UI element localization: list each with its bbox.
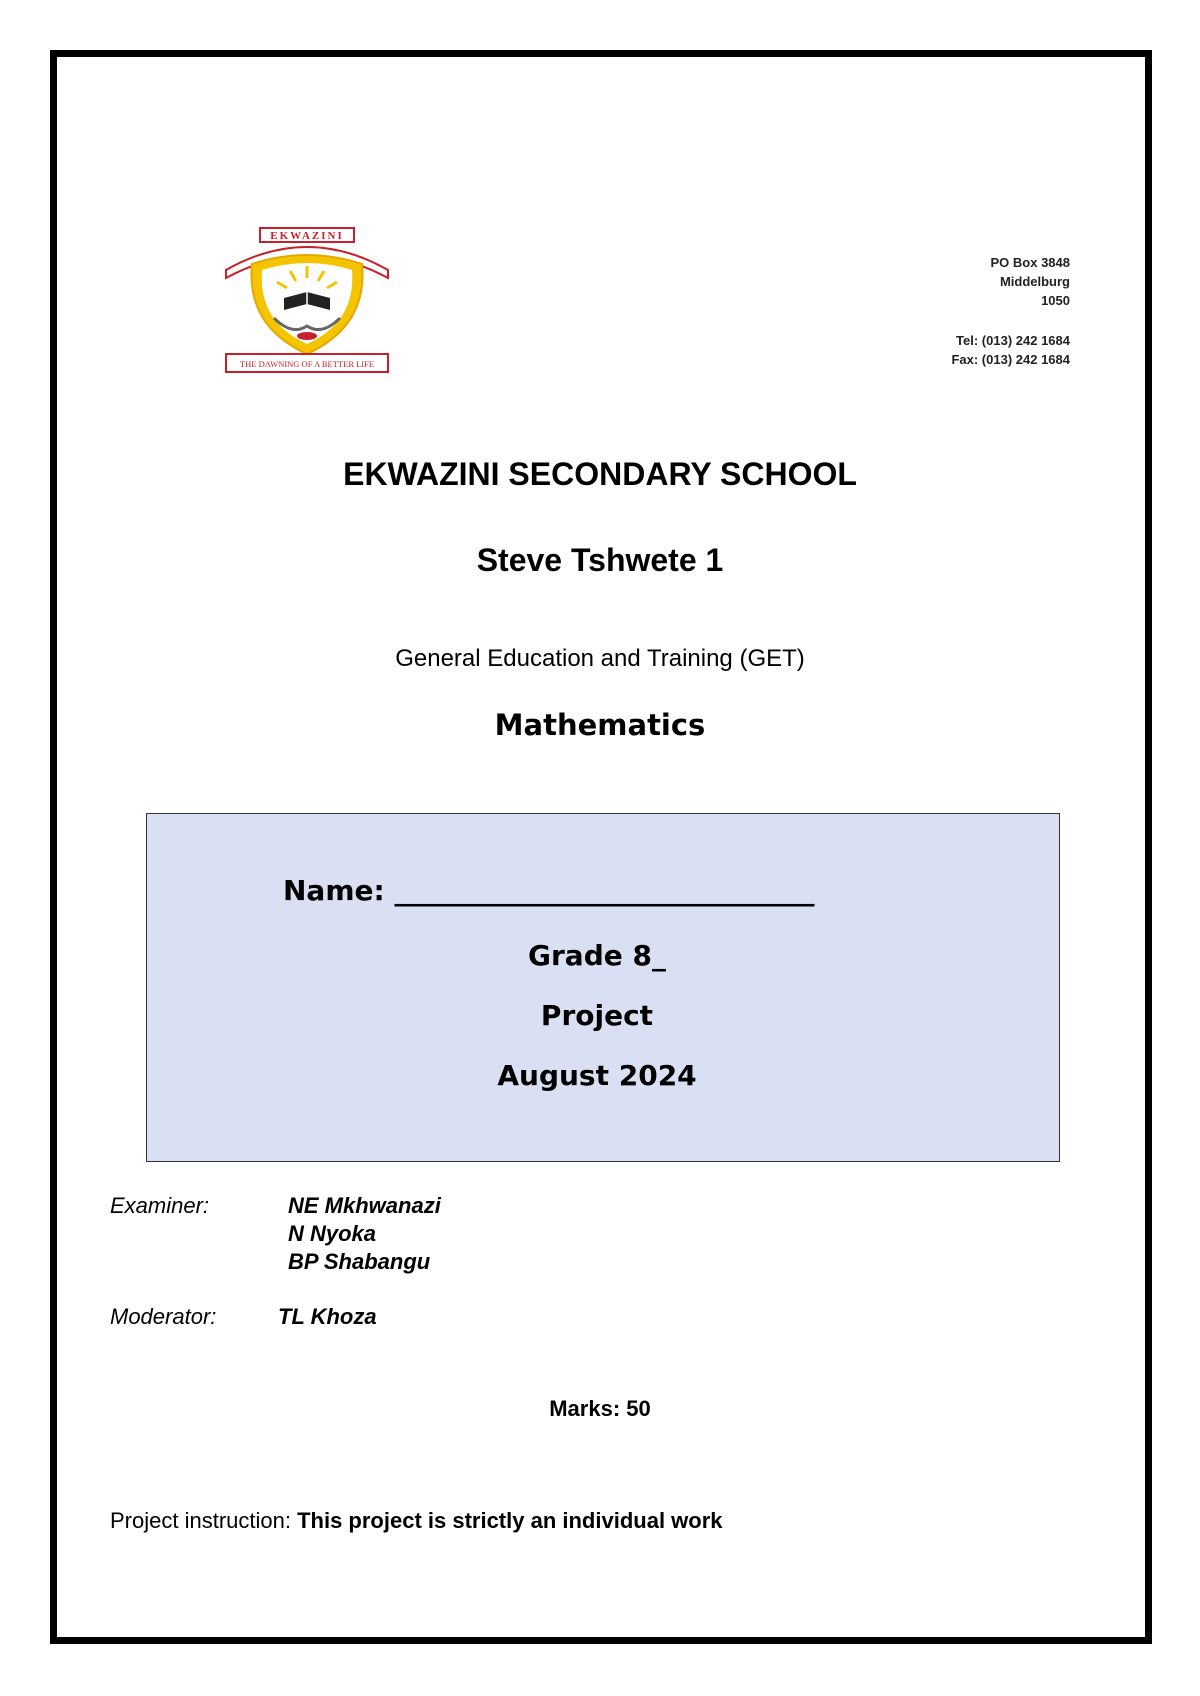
moderator-name: TL Khoza (278, 1304, 377, 1329)
svg-text:THE DAWNING OF A BETTER LIFE: THE DAWNING OF A BETTER LIFE (239, 359, 375, 369)
school-crest-logo (222, 226, 392, 388)
school-address (880, 253, 1070, 369)
name-field: Name: ______________________________ (283, 874, 815, 907)
instruction-text: This project is strictly an individual work (290, 1508, 723, 1533)
instruction-label: Project instruction: (110, 1508, 291, 1533)
district-name: Steve Tshwete 1 (476, 542, 724, 578)
town: Middelburg (999, 274, 1070, 289)
total-marks: Marks: 50 (549, 1396, 651, 1421)
examiner-label: Examiner: (110, 1193, 210, 1218)
svg-text:EKWAZINI: EKWAZINI (270, 230, 344, 242)
grade-label: Grade 8_ (528, 939, 666, 972)
assessment-type: Project (540, 999, 654, 1032)
assessment-date: August 2024 (497, 1059, 697, 1092)
phase-title: General Education and Training (GET) (395, 645, 805, 672)
school-name: EKWAZINI SECONDARY SCHOOL (343, 456, 857, 492)
project-instruction (110, 1508, 723, 1534)
telephone: Tel: (013) 242 1684 (956, 333, 1070, 348)
subject-title: Mathematics (494, 708, 706, 742)
examiner-name-3: BP Shabangu (288, 1249, 431, 1274)
po-box: PO Box 3848 (990, 255, 1070, 270)
postal-code: 1050 (1041, 293, 1070, 308)
fax: Fax: (013) 242 1684 (951, 352, 1070, 367)
moderator-label: Moderator: (110, 1304, 217, 1329)
learner-info-box (146, 813, 1060, 1162)
examiner-name-2: N Nyoka (288, 1221, 377, 1246)
examiner-name-1: NE Mkhwanazi (288, 1193, 441, 1218)
